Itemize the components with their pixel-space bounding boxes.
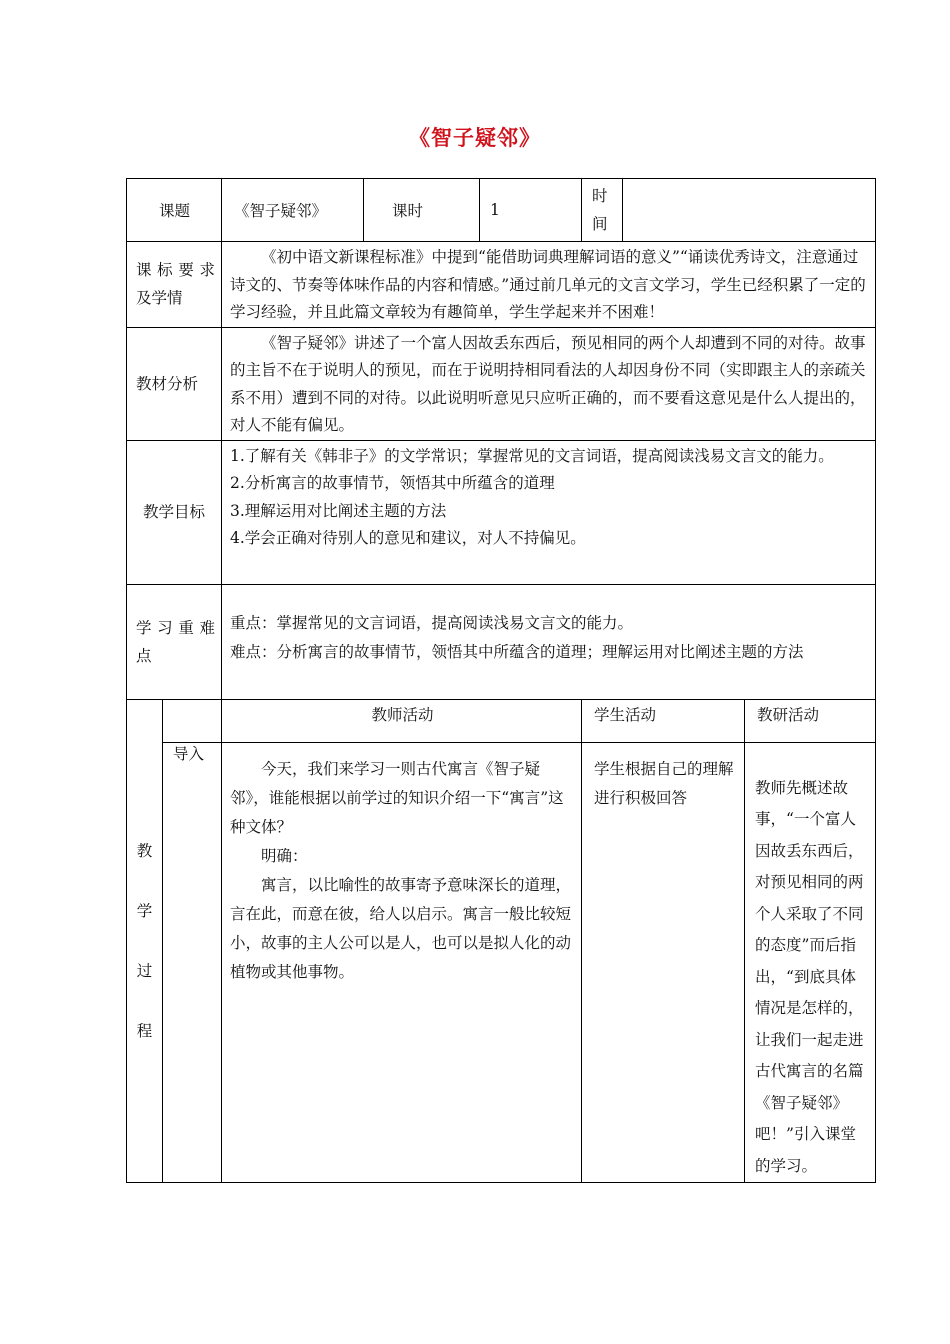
process-header-blank [163, 699, 222, 742]
student-activity-cell [582, 742, 745, 1183]
teacher-activity-cell [222, 742, 582, 1183]
time-label [582, 179, 623, 242]
teacher-activity-p2: 明确： [261, 846, 308, 865]
keypoints-row [127, 584, 876, 699]
teacher-activity-p3: 寓言，以比喻性的故事寄予意味深长的道理，言在此，而意在彼，给人以启示。寓言一般比较短小，故事的主人公可以是人，也可以是拟人化的动植物或其他事物。 [230, 875, 572, 981]
objective-item: 2.分析寓言的故事情节，领悟其中所蕴含的道理 [230, 474, 555, 492]
objective-item: 1.了解有关《韩非子》的文学常识；掌握常见的文言词语，提高阅读浅易文言文的能力。 [230, 446, 834, 465]
student-activity-header: 学生活动 [582, 699, 745, 742]
standards-label-line-2: 及学情 [136, 289, 183, 308]
hours-value: 1 [480, 179, 582, 242]
time-value [623, 179, 876, 242]
lesson-plan-table [126, 178, 876, 1183]
analysis-row [127, 327, 876, 440]
analysis-text-cell [222, 327, 876, 440]
student-activity-text: 学生根据自己的理解进行积极回答 [594, 759, 734, 807]
analysis-text: 《智子疑邻》讲述了一个富人因故丢东西后，预见相同的两个人却遭到不同的对待。故事的主旨不在于说明人的预见，而在于说明持相同看法的人却因身份不同（实即跟主人的亲疏关系不用）遭到不同的对待。以此说明听意见只应听正确的，而不要看这意见是什么人提出的，对人不能有偏见。 [230, 333, 866, 434]
teacher-activity-p1: 今天，我们来学习一则古代寓言《智子疑邻》，谁能根据以前学过的知识介绍一下“寓言”这种文体？ [230, 759, 564, 836]
hours-label: 课时 [364, 179, 480, 242]
keypoints-label-line-1: 学习重难 [136, 618, 216, 637]
keypoints-label-line-2: 点 [136, 646, 152, 665]
process-label [127, 699, 163, 1183]
research-activity-cell [745, 742, 876, 1183]
standards-label [127, 242, 222, 328]
standards-text-cell [222, 242, 876, 328]
process-label-char: 过 [136, 961, 153, 980]
topic-value: 《智子疑邻》 [222, 179, 364, 242]
time-label-char-1: 时 [592, 187, 608, 205]
keypoints-cell [222, 584, 876, 699]
objectives-label: 教学目标 [127, 440, 222, 584]
process-label-char: 教 [136, 841, 153, 860]
objectives-row [127, 440, 876, 584]
standards-text: 《初中语文新课程标准》中提到“能借助词典理解词语的意义”“诵读优秀诗文，注意通过诗文的、节奏等体味作品的内容和情感。”通过前几单元的文言文学习，学生已经积累了一定的学习经验，并且此篇文章较为有趣简单，学生学起来并不困难！ [230, 248, 866, 321]
standards-label-line-1: 课标要求 [136, 261, 216, 280]
time-label-char-2: 间 [592, 215, 608, 233]
objective-item: 4.学会正确对待别人的意见和建议，对人不持偏见。 [230, 529, 586, 547]
topic-row [127, 179, 876, 242]
research-activity-header: 教研活动 [745, 699, 876, 742]
standards-row [127, 242, 876, 328]
intro-row [127, 742, 876, 1183]
research-activity-text: 教师先概述故事，“一个富人因故丢东西后，对预见相同的两个人采取了不同的态度”而后指出，“到底具体情况是怎样的，让我们一起走进古代寓言的名篇《智子疑邻》吧！”引入课堂的学习。 [755, 778, 864, 1175]
stage-label: 导入 [163, 742, 222, 1183]
document-title: 《智子疑邻》 [409, 125, 541, 150]
difficult-point: 难点：分析寓言的故事情节，领悟其中所蕴含的道理；理解运用对比阐述主题的方法 [230, 642, 804, 661]
keypoints-label [127, 584, 222, 699]
teacher-activity-header: 教师活动 [222, 699, 582, 742]
objectives-cell [222, 440, 876, 584]
key-point: 重点：掌握常见的文言词语，提高阅读浅易文言文的能力。 [230, 613, 634, 632]
objective-item: 3.理解运用对比阐述主题的方法 [230, 501, 447, 520]
analysis-label: 教材分析 [127, 327, 222, 440]
process-label-char: 学 [136, 901, 153, 920]
process-header-row [127, 699, 876, 742]
process-label-char: 程 [136, 1021, 153, 1040]
topic-label: 课题 [127, 179, 222, 242]
